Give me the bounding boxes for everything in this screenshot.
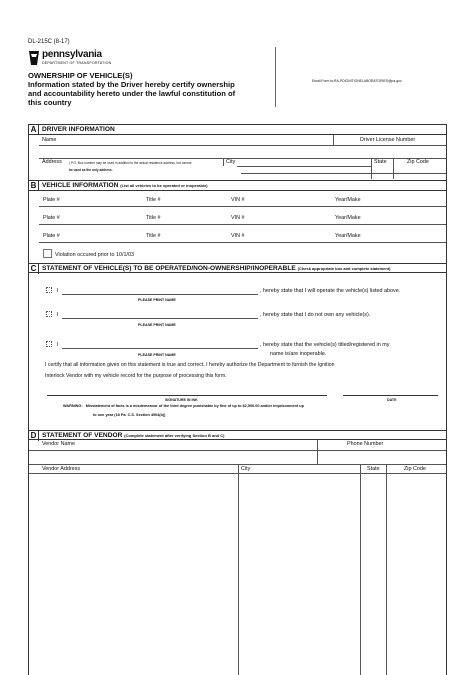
year-make-label: Year/Make bbox=[335, 215, 361, 221]
vin-label: VIN # bbox=[231, 197, 245, 203]
title-line: Information stated by the Driver hereby certify ownership bbox=[28, 80, 235, 89]
section-c-title bbox=[42, 265, 391, 272]
signature-field[interactable] bbox=[47, 395, 327, 396]
zip-label: Zip Code bbox=[407, 159, 429, 165]
title-line: this country bbox=[28, 98, 72, 107]
vendor-address-field[interactable] bbox=[29, 473, 446, 474]
certification-text bbox=[45, 360, 435, 382]
section-c-letter: C bbox=[29, 264, 39, 274]
inoperable-statement-2: name is/are inoperable. bbox=[270, 351, 327, 357]
date-field[interactable] bbox=[343, 395, 438, 396]
address-label: Address bbox=[42, 159, 62, 165]
print-name-field[interactable] bbox=[62, 318, 258, 319]
non-ownership-statement: , hereby state that I do not own any vehicle(s). bbox=[260, 312, 371, 318]
plate-label: Plate # bbox=[43, 215, 60, 221]
vendor-name-label: Vendor Name bbox=[42, 441, 75, 447]
print-name-field[interactable] bbox=[62, 294, 258, 295]
non-ownership-checkbox[interactable] bbox=[46, 311, 52, 317]
section-c-header bbox=[29, 263, 446, 273]
print-name-label: PLEASE PRINT NAME bbox=[138, 298, 176, 302]
section-d-letter: D bbox=[29, 431, 39, 441]
name-label: Name bbox=[42, 137, 57, 143]
warning-text bbox=[63, 402, 443, 420]
certification-line: Interlock Vendor with my vehicle record for the purpose of processing this form. bbox=[45, 373, 227, 379]
phone-label: Phone Number bbox=[347, 441, 384, 447]
section-b-subtitle: (List all vehicles to be operated or inoperable) bbox=[120, 183, 208, 188]
signature-label: SIGNATURE IN INK bbox=[165, 398, 198, 402]
inoperable-statement: , hereby state that the vehicle(s) titled/registered in my bbox=[260, 342, 390, 348]
city-label: City bbox=[226, 159, 236, 165]
vin-label: VIN # bbox=[231, 233, 245, 239]
email-note: Email Form to:RA-PDIGNITIONELABORATORIES@pa.gov bbox=[312, 79, 402, 83]
vin-label: VIN # bbox=[231, 215, 245, 221]
certification-line: I certify that all information given on this statement is true and correct. I hereby authorize the Department to furnish the Ignition bbox=[45, 362, 335, 368]
title-line: and accountability hereto under the lawful constitution of bbox=[28, 89, 236, 98]
section-a-header bbox=[29, 125, 446, 135]
section-d-title bbox=[42, 432, 224, 439]
print-name-field[interactable] bbox=[62, 348, 258, 349]
section-a-title: DRIVER INFORMATION bbox=[42, 126, 115, 133]
brand-name: pennsylvania bbox=[42, 49, 102, 60]
vehicle-row-line[interactable] bbox=[39, 224, 446, 225]
plate-label: Plate # bbox=[43, 233, 60, 239]
department-name: DEPARTMENT OF TRANSPORTATION bbox=[42, 61, 112, 65]
date-label: DATE bbox=[387, 398, 397, 402]
inoperable-checkbox[interactable] bbox=[46, 341, 52, 347]
divider bbox=[223, 158, 224, 166]
statement-prefix: I bbox=[57, 312, 59, 318]
form-table bbox=[28, 124, 447, 675]
title-line: OWNERSHIP OF VEHICLE(S) bbox=[28, 71, 133, 80]
vendor-zip-label: Zip Code bbox=[404, 466, 426, 472]
section-b-letter: B bbox=[29, 181, 39, 191]
statement-prefix: I bbox=[57, 288, 59, 294]
name-field-line[interactable] bbox=[39, 145, 446, 146]
section-d-title-text: STATEMENT OF VENDOR bbox=[42, 432, 123, 439]
title-number-label: Title # bbox=[146, 215, 161, 221]
vendor-city-label: City bbox=[241, 466, 251, 472]
column-divider bbox=[360, 464, 361, 675]
operate-statement: , hereby state that I will operate the vehicle(s) listed above. bbox=[260, 288, 401, 294]
section-b-title-text: VEHICLE INFORMATION bbox=[42, 182, 119, 189]
address-field-line[interactable] bbox=[241, 173, 446, 174]
section-a-letter: A bbox=[29, 125, 39, 135]
divider bbox=[333, 135, 334, 145]
section-d-subtitle: (Complete statement after verifying Section B and C) bbox=[124, 433, 225, 438]
divider bbox=[371, 158, 372, 179]
divider bbox=[317, 440, 318, 464]
warning-line: Misstatement of facts is a misdemeanor of the third degree punishable by fine of up to $2,500.00 and/or imprisonment up bbox=[85, 404, 304, 408]
section-d-header bbox=[29, 430, 446, 440]
print-name-label: PLEASE PRINT NAME bbox=[138, 323, 176, 327]
vendor-address-label: Vendor Address bbox=[42, 466, 81, 472]
section-b-title bbox=[42, 182, 208, 189]
vendor-name-field[interactable] bbox=[29, 450, 446, 451]
section-c-title-text: STATEMENT OF VEHICLE(S) TO BE OPERATED/NON-OWNERSHIP/INOPERABLE bbox=[42, 265, 296, 272]
keystone-icon bbox=[28, 50, 40, 66]
warning-line-2: to one year (18 Pa. C.S. Section 4904(b)) bbox=[93, 413, 166, 417]
column-divider bbox=[386, 464, 387, 675]
city-field-line[interactable] bbox=[237, 166, 371, 167]
address-note-2: be used as the only address. bbox=[69, 168, 113, 172]
vehicle-row-line[interactable] bbox=[39, 242, 446, 243]
violation-label: Violation occured prior to 10/1/03 bbox=[55, 252, 135, 258]
vendor-state-label: State bbox=[367, 466, 380, 472]
warning-label: WARNING: bbox=[63, 404, 83, 408]
state-label: State bbox=[374, 159, 387, 165]
page-title bbox=[28, 71, 268, 107]
penndot-logo bbox=[28, 49, 138, 71]
section-b-header bbox=[29, 180, 446, 191]
section-c-subtitle: (Check appropriate box and complete statement) bbox=[297, 266, 391, 271]
vehicle-row-line[interactable] bbox=[39, 206, 446, 207]
form-number: DL-215C (8-17) bbox=[28, 39, 70, 45]
statement-prefix: I bbox=[57, 342, 59, 348]
print-name-label: PLEASE PRINT NAME bbox=[138, 353, 176, 357]
header-divider bbox=[275, 47, 276, 107]
divider bbox=[393, 158, 394, 179]
license-label: Driver License Number bbox=[360, 137, 416, 143]
year-make-label: Year/Make bbox=[335, 197, 361, 203]
column-divider bbox=[238, 464, 239, 675]
violation-checkbox[interactable] bbox=[43, 249, 52, 258]
plate-label: Plate # bbox=[43, 197, 60, 203]
year-make-label: Year/Make bbox=[335, 233, 361, 239]
title-number-label: Title # bbox=[146, 233, 161, 239]
address-note: ( P.O. Box number may be used in addition to the actual residence address, but cannot bbox=[69, 161, 192, 165]
operate-checkbox[interactable] bbox=[46, 287, 52, 293]
title-number-label: Title # bbox=[146, 197, 161, 203]
